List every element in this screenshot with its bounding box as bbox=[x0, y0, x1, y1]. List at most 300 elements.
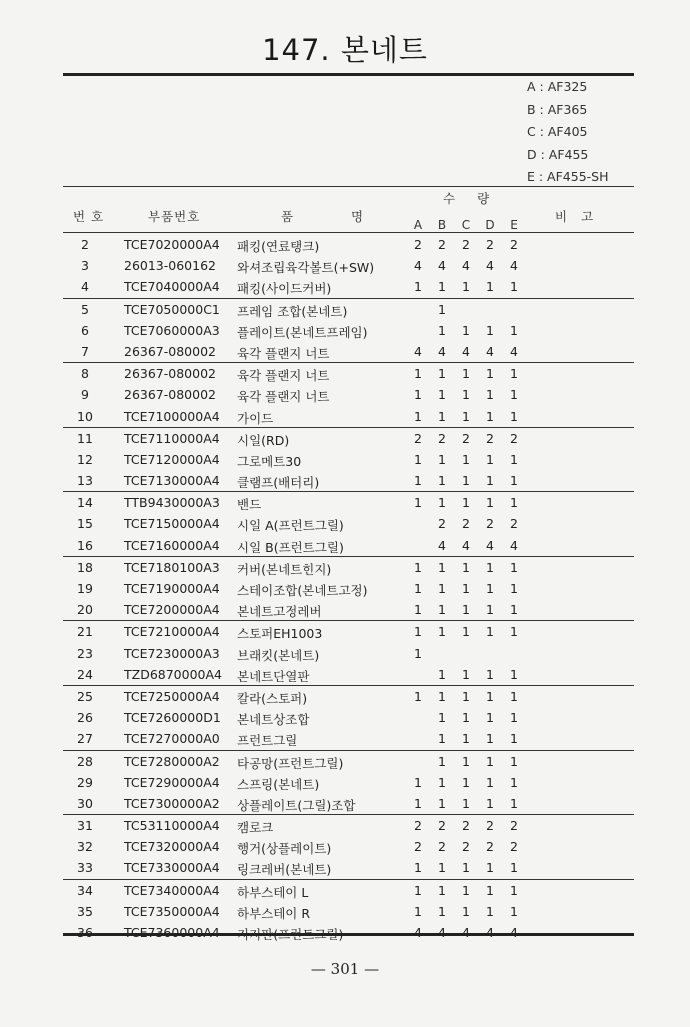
row-part-name: 패킹(연료탱크) bbox=[237, 239, 320, 254]
table-row bbox=[63, 234, 634, 255]
row-number: 26 bbox=[77, 710, 93, 726]
row-qty-d: 1 bbox=[486, 602, 494, 618]
row-qty-c: 1 bbox=[462, 753, 470, 769]
row-qty-e: 1 bbox=[510, 903, 518, 919]
row-part-number: TCE7190000A4 bbox=[124, 581, 220, 596]
row-part-name: 밴드 bbox=[237, 497, 262, 513]
row-qty-e: 1 bbox=[510, 473, 518, 489]
row-qty-d: 4 bbox=[486, 258, 494, 274]
row-part-name: 가이드 bbox=[237, 410, 274, 426]
table-row bbox=[63, 901, 634, 922]
row-qty-b: 1 bbox=[438, 322, 446, 338]
header-letter-d: D bbox=[485, 218, 495, 232]
row-qty-e: 1 bbox=[510, 387, 518, 403]
header-quantity: 수량 bbox=[443, 191, 512, 206]
row-qty-d: 2 bbox=[486, 516, 494, 532]
row-qty-c: 1 bbox=[462, 731, 470, 747]
table-row bbox=[63, 255, 634, 276]
row-qty-c: 1 bbox=[462, 387, 470, 403]
table-row bbox=[63, 556, 634, 578]
row-part-number: TCE7320000A4 bbox=[124, 839, 220, 855]
row-qty-b: 1 bbox=[438, 882, 446, 898]
row-qty-e: 1 bbox=[510, 710, 518, 726]
row-part-name: 스프링(본네트) bbox=[237, 776, 320, 792]
row-qty-b: 1 bbox=[438, 301, 446, 317]
page-number: — 301 — bbox=[310, 960, 380, 978]
row-part-number: TCE7100000A4 bbox=[124, 408, 220, 424]
row-number: 15 bbox=[77, 516, 93, 532]
row-qty-a: 1 bbox=[414, 645, 422, 661]
row-qty-d: 1 bbox=[486, 473, 494, 489]
row-qty-c: 2 bbox=[462, 430, 470, 446]
header-name-a: 품 bbox=[281, 209, 294, 224]
table-row bbox=[63, 728, 634, 749]
row-part-name: 스토퍼EH1003 bbox=[237, 626, 323, 642]
row-part-number: TCE7330000A4 bbox=[124, 860, 220, 876]
row-qty-c: 4 bbox=[462, 343, 470, 359]
row-qty-a: 1 bbox=[414, 366, 422, 382]
table-row bbox=[63, 750, 634, 772]
row-part-name: 스테이조합(본네트고정) bbox=[237, 583, 368, 598]
row-qty-a: 2 bbox=[414, 237, 422, 252]
row-qty-e: 1 bbox=[510, 279, 518, 295]
bottom-rule bbox=[63, 933, 634, 936]
row-number: 2 bbox=[81, 237, 89, 252]
row-qty-c: 2 bbox=[462, 839, 470, 855]
row-qty-d: 2 bbox=[486, 839, 494, 855]
row-qty-d: 1 bbox=[486, 860, 494, 876]
row-part-number: TCE7050000C1 bbox=[124, 301, 220, 317]
row-qty-c: 1 bbox=[462, 688, 470, 704]
row-qty-d: 1 bbox=[486, 688, 494, 704]
row-part-number: TCE7360000A4 bbox=[124, 925, 220, 940]
table-row bbox=[63, 427, 634, 449]
row-part-number: TCE7230000A3 bbox=[124, 645, 220, 661]
row-part-number: TZD6870000A4 bbox=[124, 666, 222, 682]
row-qty-b: 1 bbox=[438, 666, 446, 682]
row-part-name: 육각 플랜지 너트 bbox=[237, 368, 330, 384]
row-qty-b: 1 bbox=[438, 624, 446, 640]
row-part-number: 26367-080002 bbox=[124, 387, 216, 403]
table-row bbox=[63, 793, 634, 814]
table-row bbox=[63, 341, 634, 362]
row-qty-e: 4 bbox=[510, 258, 518, 274]
row-number: 6 bbox=[81, 322, 89, 338]
row-number: 23 bbox=[77, 645, 93, 661]
row-part-number: TCE7060000A3 bbox=[124, 322, 220, 338]
row-qty-a: 1 bbox=[414, 688, 422, 704]
row-qty-e: 1 bbox=[510, 795, 518, 811]
table-row bbox=[63, 406, 634, 427]
row-part-number: 26367-080002 bbox=[124, 343, 216, 359]
row-part-name: 본네트단열판 bbox=[237, 668, 310, 684]
row-qty-c: 4 bbox=[462, 925, 470, 940]
row-part-name: 육각 플랜지 너트 bbox=[237, 345, 330, 361]
row-qty-c: 1 bbox=[462, 581, 470, 596]
row-qty-d: 2 bbox=[486, 818, 494, 834]
row-part-number: TCE7040000A4 bbox=[124, 279, 220, 295]
row-qty-a: 4 bbox=[414, 343, 422, 359]
row-qty-a: 1 bbox=[414, 860, 422, 876]
row-qty-b: 2 bbox=[438, 818, 446, 834]
row-qty-e: 1 bbox=[510, 408, 518, 424]
row-part-number: TCE7150000A4 bbox=[124, 516, 220, 532]
row-qty-d: 4 bbox=[486, 537, 494, 553]
row-qty-b: 1 bbox=[438, 581, 446, 596]
row-qty-b: 1 bbox=[438, 688, 446, 704]
row-qty-a: 1 bbox=[414, 559, 422, 575]
row-part-number: TTB9430000A3 bbox=[124, 495, 220, 511]
row-qty-c: 1 bbox=[462, 860, 470, 876]
parts-table-body bbox=[63, 234, 634, 943]
row-part-name: 시일(RD) bbox=[237, 432, 290, 448]
row-qty-a: 2 bbox=[414, 839, 422, 855]
row-qty-e: 4 bbox=[510, 925, 518, 940]
row-qty-b: 1 bbox=[438, 408, 446, 424]
row-qty-c: 1 bbox=[462, 624, 470, 640]
row-number: 30 bbox=[77, 795, 93, 811]
row-part-name: 지지판(프런트그릴) bbox=[237, 927, 344, 942]
row-qty-b: 2 bbox=[438, 237, 446, 252]
row-qty-b: 4 bbox=[438, 925, 446, 940]
table-header bbox=[63, 186, 634, 233]
row-qty-a: 1 bbox=[414, 774, 422, 790]
table-row bbox=[63, 276, 634, 297]
row-number: 13 bbox=[77, 473, 93, 489]
row-qty-c: 2 bbox=[462, 818, 470, 834]
row-number: 24 bbox=[77, 666, 93, 682]
row-qty-b: 4 bbox=[438, 343, 446, 359]
row-qty-c: 1 bbox=[462, 882, 470, 898]
row-number: 25 bbox=[77, 688, 93, 704]
row-qty-b: 1 bbox=[438, 473, 446, 489]
row-qty-a: 1 bbox=[414, 882, 422, 898]
row-qty-b: 1 bbox=[438, 903, 446, 919]
row-part-number: TCE7120000A4 bbox=[124, 451, 220, 467]
row-number: 29 bbox=[77, 774, 93, 790]
row-part-number: TCE7250000A4 bbox=[124, 688, 220, 704]
row-qty-d: 1 bbox=[486, 753, 494, 769]
table-row bbox=[63, 362, 634, 384]
table-row bbox=[63, 707, 634, 728]
table-row bbox=[63, 857, 634, 878]
row-part-number: TCE7110000A4 bbox=[124, 430, 220, 446]
row-qty-c: 1 bbox=[462, 451, 470, 467]
row-qty-d: 4 bbox=[486, 925, 494, 940]
row-qty-b: 2 bbox=[438, 516, 446, 532]
row-part-number: TCE7260000D1 bbox=[124, 710, 221, 726]
table-row bbox=[63, 772, 634, 793]
row-qty-e: 2 bbox=[510, 839, 518, 855]
row-qty-a: 2 bbox=[414, 818, 422, 834]
table-row bbox=[63, 664, 634, 685]
row-part-name: 링크레버(본네트) bbox=[237, 862, 332, 878]
header-number: 번호 bbox=[73, 209, 110, 224]
row-part-name: 행거(상플레이트) bbox=[237, 841, 332, 857]
row-qty-b: 1 bbox=[438, 774, 446, 790]
row-part-number: 26367-080002 bbox=[124, 366, 216, 382]
row-qty-a: 1 bbox=[414, 495, 422, 511]
row-part-name: 프레임 조합(본네트) bbox=[237, 303, 348, 319]
row-part-name: 시일 A(프런트그릴) bbox=[237, 518, 344, 534]
row-qty-a: 1 bbox=[414, 795, 422, 811]
row-part-number: TC53110000A4 bbox=[124, 818, 220, 834]
row-qty-d: 2 bbox=[486, 237, 494, 252]
row-qty-e: 1 bbox=[510, 495, 518, 511]
row-qty-e: 2 bbox=[510, 237, 518, 252]
row-number: 16 bbox=[77, 537, 93, 553]
row-qty-b: 2 bbox=[438, 839, 446, 855]
row-qty-e: 1 bbox=[510, 322, 518, 338]
header-name-b: 명 bbox=[351, 209, 364, 224]
row-number: 36 bbox=[77, 925, 93, 940]
row-qty-d: 1 bbox=[486, 710, 494, 726]
row-qty-a: 1 bbox=[414, 602, 422, 618]
row-number: 33 bbox=[77, 860, 93, 876]
row-qty-e: 1 bbox=[510, 882, 518, 898]
row-number: 12 bbox=[77, 451, 93, 467]
row-qty-b: 1 bbox=[438, 795, 446, 811]
row-qty-b: 1 bbox=[438, 753, 446, 769]
row-part-name: 프런트그릴 bbox=[237, 733, 298, 749]
table-row bbox=[63, 320, 634, 341]
header-letter-e: E bbox=[510, 218, 518, 232]
table-row bbox=[63, 513, 634, 534]
row-qty-c: 1 bbox=[462, 408, 470, 424]
row-part-number: TCE7270000A0 bbox=[124, 731, 220, 747]
row-qty-c: 1 bbox=[462, 473, 470, 489]
row-qty-a: 4 bbox=[414, 258, 422, 274]
row-number: 11 bbox=[77, 430, 93, 446]
row-qty-e: 1 bbox=[510, 860, 518, 876]
row-qty-d: 4 bbox=[486, 343, 494, 359]
row-qty-c: 1 bbox=[462, 666, 470, 682]
row-qty-e: 1 bbox=[510, 774, 518, 790]
row-qty-d: 1 bbox=[486, 366, 494, 382]
row-qty-e: 1 bbox=[510, 688, 518, 704]
row-qty-d: 1 bbox=[486, 731, 494, 747]
row-qty-c: 2 bbox=[462, 237, 470, 252]
row-qty-d: 1 bbox=[486, 882, 494, 898]
row-qty-a: 1 bbox=[414, 903, 422, 919]
row-part-number: TCE7340000A4 bbox=[124, 882, 220, 898]
table-row bbox=[63, 879, 634, 901]
row-part-number: TCE7130000A4 bbox=[124, 473, 220, 489]
row-part-name: 하부스테이 R bbox=[237, 905, 311, 921]
row-part-number: TCE7280000A2 bbox=[124, 753, 220, 769]
row-part-name: 커버(본네트힌지) bbox=[237, 561, 332, 577]
header-letter-b: B bbox=[437, 218, 447, 232]
row-part-number: TCE7210000A4 bbox=[124, 624, 220, 640]
table-row bbox=[63, 643, 634, 664]
table-row bbox=[63, 814, 634, 836]
header-letter-c: C bbox=[461, 218, 471, 232]
row-qty-d: 1 bbox=[486, 495, 494, 511]
row-qty-c: 1 bbox=[462, 366, 470, 382]
legend-item-a: A : AF325 bbox=[527, 79, 588, 94]
row-qty-e: 1 bbox=[510, 624, 518, 640]
row-number: 28 bbox=[77, 753, 93, 769]
row-qty-a: 4 bbox=[414, 925, 422, 940]
row-qty-a: 1 bbox=[414, 624, 422, 640]
row-part-number: TCE7180100A3 bbox=[124, 559, 220, 575]
row-qty-c: 4 bbox=[462, 258, 470, 274]
row-part-name: 클램프(배터리) bbox=[237, 475, 320, 491]
row-qty-c: 1 bbox=[462, 559, 470, 575]
row-part-name: 와셔조립육각볼트(+SW) bbox=[237, 260, 375, 276]
row-qty-a: 1 bbox=[414, 451, 422, 467]
header-letter-a: A bbox=[413, 218, 423, 232]
row-qty-d: 1 bbox=[486, 387, 494, 403]
row-qty-b: 1 bbox=[438, 731, 446, 747]
row-number: 10 bbox=[77, 408, 93, 424]
row-part-name: 본네트고정레버 bbox=[237, 604, 322, 620]
page-title: 147. 본네트 bbox=[262, 33, 428, 67]
row-qty-d: 2 bbox=[486, 430, 494, 446]
row-qty-b: 1 bbox=[438, 710, 446, 726]
row-qty-e: 1 bbox=[510, 753, 518, 769]
row-part-name: 칼라(스토퍼) bbox=[237, 690, 308, 706]
row-part-number: TCE7350000A4 bbox=[124, 903, 220, 919]
legend-item-b: B : AF365 bbox=[527, 101, 588, 117]
row-qty-e: 1 bbox=[510, 581, 518, 596]
row-number: 5 bbox=[81, 301, 89, 317]
row-part-name: 플레이트(본네트프레임) bbox=[237, 324, 368, 340]
row-part-number: TCE7020000A4 bbox=[124, 237, 220, 252]
row-qty-a: 1 bbox=[414, 408, 422, 424]
row-qty-c: 1 bbox=[462, 774, 470, 790]
row-qty-d: 1 bbox=[486, 559, 494, 575]
row-part-name: 하부스테이 L bbox=[237, 884, 309, 900]
row-number: 3 bbox=[81, 258, 89, 274]
row-qty-e: 2 bbox=[510, 430, 518, 446]
row-part-name: 캠로크 bbox=[237, 820, 274, 836]
row-qty-e: 1 bbox=[510, 731, 518, 747]
table-row bbox=[63, 685, 634, 707]
row-qty-d: 1 bbox=[486, 795, 494, 811]
row-qty-b: 1 bbox=[438, 860, 446, 876]
row-part-number: TCE7160000A4 bbox=[124, 537, 220, 553]
row-qty-a: 1 bbox=[414, 581, 422, 596]
row-qty-e: 1 bbox=[510, 366, 518, 382]
table-row bbox=[63, 836, 634, 857]
row-number: 19 bbox=[77, 581, 93, 596]
header-part-number: 부품번호 bbox=[148, 209, 201, 224]
row-qty-b: 1 bbox=[438, 495, 446, 511]
row-part-number: TCE7290000A4 bbox=[124, 774, 220, 790]
row-part-number: TCE7300000A2 bbox=[124, 795, 220, 811]
row-qty-a: 1 bbox=[414, 387, 422, 403]
table-row bbox=[63, 535, 634, 556]
row-qty-b: 2 bbox=[438, 430, 446, 446]
row-part-number: 26013-060162 bbox=[124, 258, 216, 274]
row-qty-e: 2 bbox=[510, 818, 518, 834]
table-row bbox=[63, 298, 634, 320]
row-qty-c: 1 bbox=[462, 495, 470, 511]
table-row bbox=[63, 578, 634, 599]
row-part-name: 타공망(프런트그릴) bbox=[237, 755, 344, 771]
row-qty-c: 1 bbox=[462, 710, 470, 726]
row-number: 7 bbox=[81, 343, 89, 359]
row-qty-c: 1 bbox=[462, 279, 470, 295]
row-qty-b: 4 bbox=[438, 537, 446, 553]
row-number: 35 bbox=[77, 903, 93, 919]
row-part-name: 본네트상조합 bbox=[237, 712, 310, 728]
row-number: 34 bbox=[77, 882, 93, 898]
row-qty-b: 1 bbox=[438, 451, 446, 467]
row-qty-e: 1 bbox=[510, 602, 518, 618]
row-qty-e: 1 bbox=[510, 559, 518, 575]
table-row bbox=[63, 470, 634, 491]
row-qty-c: 1 bbox=[462, 602, 470, 618]
row-qty-a: 2 bbox=[414, 430, 422, 446]
row-part-name: 시일 B(프런트그릴) bbox=[237, 539, 344, 555]
row-number: 18 bbox=[77, 559, 93, 575]
legend-item-e: E : AF455-SH bbox=[527, 169, 609, 184]
row-part-name: 패킹(사이드커버) bbox=[237, 281, 332, 297]
row-qty-b: 1 bbox=[438, 366, 446, 382]
row-part-name: 상플레이트(그릴)조합 bbox=[237, 797, 356, 813]
row-number: 14 bbox=[77, 495, 93, 511]
row-qty-c: 1 bbox=[462, 903, 470, 919]
row-part-name: 브래킷(본네트) bbox=[237, 647, 320, 663]
row-part-number: TCE7200000A4 bbox=[124, 602, 220, 618]
row-qty-d: 1 bbox=[486, 279, 494, 295]
row-qty-b: 1 bbox=[438, 387, 446, 403]
table-row bbox=[63, 384, 634, 405]
row-qty-b: 1 bbox=[438, 279, 446, 295]
row-qty-d: 1 bbox=[486, 451, 494, 467]
row-qty-b: 1 bbox=[438, 602, 446, 618]
header-remark: 비고 bbox=[555, 209, 608, 224]
row-part-name: 그로메트30 bbox=[237, 453, 302, 469]
row-number: 20 bbox=[77, 602, 93, 618]
row-number: 21 bbox=[77, 624, 93, 640]
row-qty-e: 2 bbox=[510, 516, 518, 532]
row-qty-e: 4 bbox=[510, 343, 518, 359]
row-qty-a: 1 bbox=[414, 279, 422, 295]
row-qty-e: 4 bbox=[510, 537, 518, 553]
row-qty-d: 1 bbox=[486, 408, 494, 424]
row-qty-c: 4 bbox=[462, 537, 470, 553]
row-qty-d: 1 bbox=[486, 322, 494, 338]
row-number: 8 bbox=[81, 366, 89, 382]
row-qty-c: 1 bbox=[462, 322, 470, 338]
row-number: 4 bbox=[81, 279, 89, 295]
row-number: 32 bbox=[77, 839, 93, 855]
row-qty-b: 4 bbox=[438, 258, 446, 274]
row-qty-d: 1 bbox=[486, 666, 494, 682]
model-legend bbox=[527, 76, 609, 189]
table-row bbox=[63, 491, 634, 513]
row-qty-c: 2 bbox=[462, 516, 470, 532]
row-number: 9 bbox=[81, 387, 89, 403]
row-qty-a: 1 bbox=[414, 473, 422, 489]
row-qty-e: 1 bbox=[510, 451, 518, 467]
row-qty-d: 1 bbox=[486, 774, 494, 790]
row-qty-d: 1 bbox=[486, 581, 494, 596]
table-row bbox=[63, 620, 634, 642]
table-row bbox=[63, 599, 634, 620]
row-qty-e: 1 bbox=[510, 666, 518, 682]
table-row bbox=[63, 449, 634, 470]
row-qty-b: 1 bbox=[438, 559, 446, 575]
row-number: 27 bbox=[77, 731, 93, 747]
row-part-name: 육각 플랜지 너트 bbox=[237, 389, 330, 405]
row-qty-d: 1 bbox=[486, 624, 494, 640]
row-number: 31 bbox=[77, 818, 93, 834]
row-qty-c: 1 bbox=[462, 795, 470, 811]
